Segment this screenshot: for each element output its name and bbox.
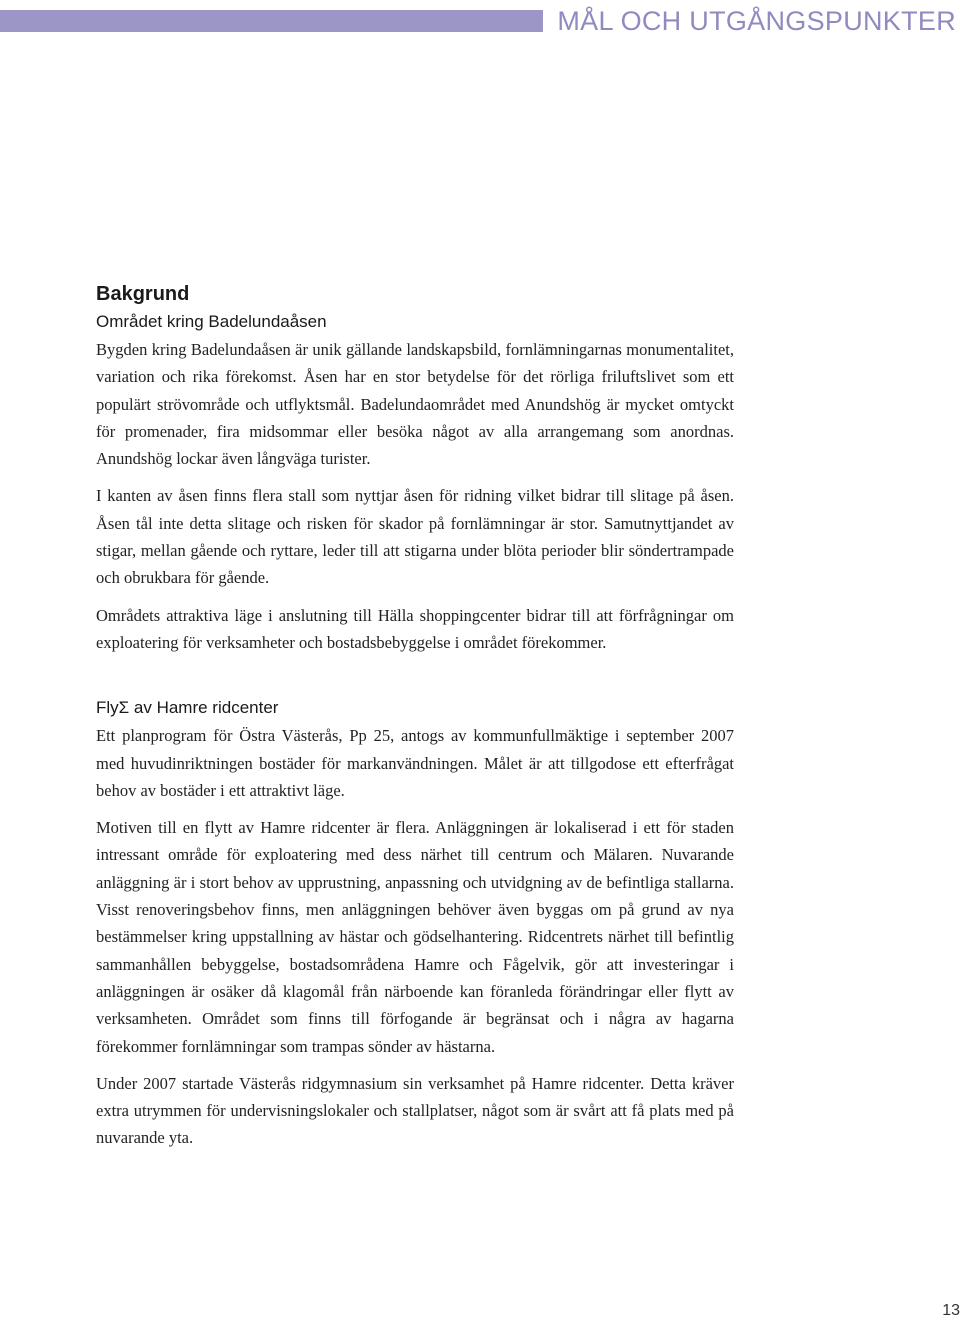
page-section-title: MÅL OCH UTGÅNGSPUNKTER bbox=[543, 2, 956, 40]
subheading-badelundaasen: Området kring Badelundaåsen bbox=[96, 312, 327, 331]
paragraph: Områdets attraktiva läge i anslutning till Hälla shoppingcenter bidrar till att förfrågningar om exploatering för verksamheter och bostadsbebyggelse i området förekommer. bbox=[96, 605, 734, 652]
section-heading: Bakgrund bbox=[96, 283, 190, 305]
subheading-hamre-ridcenter: FlyΣ av Hamre ridcenter bbox=[96, 698, 279, 718]
paragraph: Motiven till en flytt av Hamre ridcenter är flera. Anläggningen är lokaliserad i ett för staden intressant område för exploatering med dess närhet till centrum och Mälaren. Nuvarande anläggning är i stort behov av upprustning, anpassning och utvidgning av de befintliga stallarna. Visst renoveringsbehov finns, men anläggningen behöver även byggas om på grund av nya bestämmelser kring uppstallning av hästar och gödselhantering. Ridcentrets närhet till befintlig sammanhållen bebyggelse, bostadsområdena Hamre och Fågelvik, gör att investeringar i anläggningen är osäker då klagomål från närboende kan föranleda förändringar eller flytt av verksamheten. Området som finns till förfogande är begränsat och i några av hagarna förekommer fornlämningar som trampas sönder av hästarna. bbox=[96, 818, 734, 1056]
page-number: 13 bbox=[942, 1302, 960, 1319]
paragraph: Ett planprogram för Östra Västerås, Pp 25, antogs av kommunfullmäktige i september 2007 med huvudinriktningen bostäder för markanvändningen. Målet är att tillgodose ett efterfrågat behov av bostäder i ett attraktivt läge. bbox=[96, 726, 734, 800]
paragraph: Under 2007 startade Västerås ridgymnasium sin verksamhet på Hamre ridcenter. Detta kräver extra utrymmen för undervisningslokaler och stallplatser, något som är svårt att få plats med på nuvarande yta. bbox=[96, 1073, 734, 1148]
paragraph: Bygden kring Badelundaåsen är unik gällande landskapsbild, fornlämningarnas monumentalitet, variation och rika förekomst. Åsen har en stor betydelse för det rörliga friluftslivet som ett populärt strövområde och utflyktsmål. Badelundaområdet med Anundshög är mycket omtyckt för promenader, fira midsommar eller besöka något av alla arrangemang som anordnas. Anundshög lockar även långväga turister. bbox=[96, 340, 734, 469]
paragraph: I kanten av åsen finns flera stall som nyttjar åsen för ridning vilket bidrar till slitage på åsen. Åsen tål inte detta slitage och risken för skador på fornlämningar är stor. Samutnyttjandet av stigar, mellan gående och ryttare, leder till att stigarna under blöta perioder blir söndertrampade och obrukbara för gående. bbox=[96, 486, 734, 588]
main-content bbox=[96, 280, 734, 1152]
